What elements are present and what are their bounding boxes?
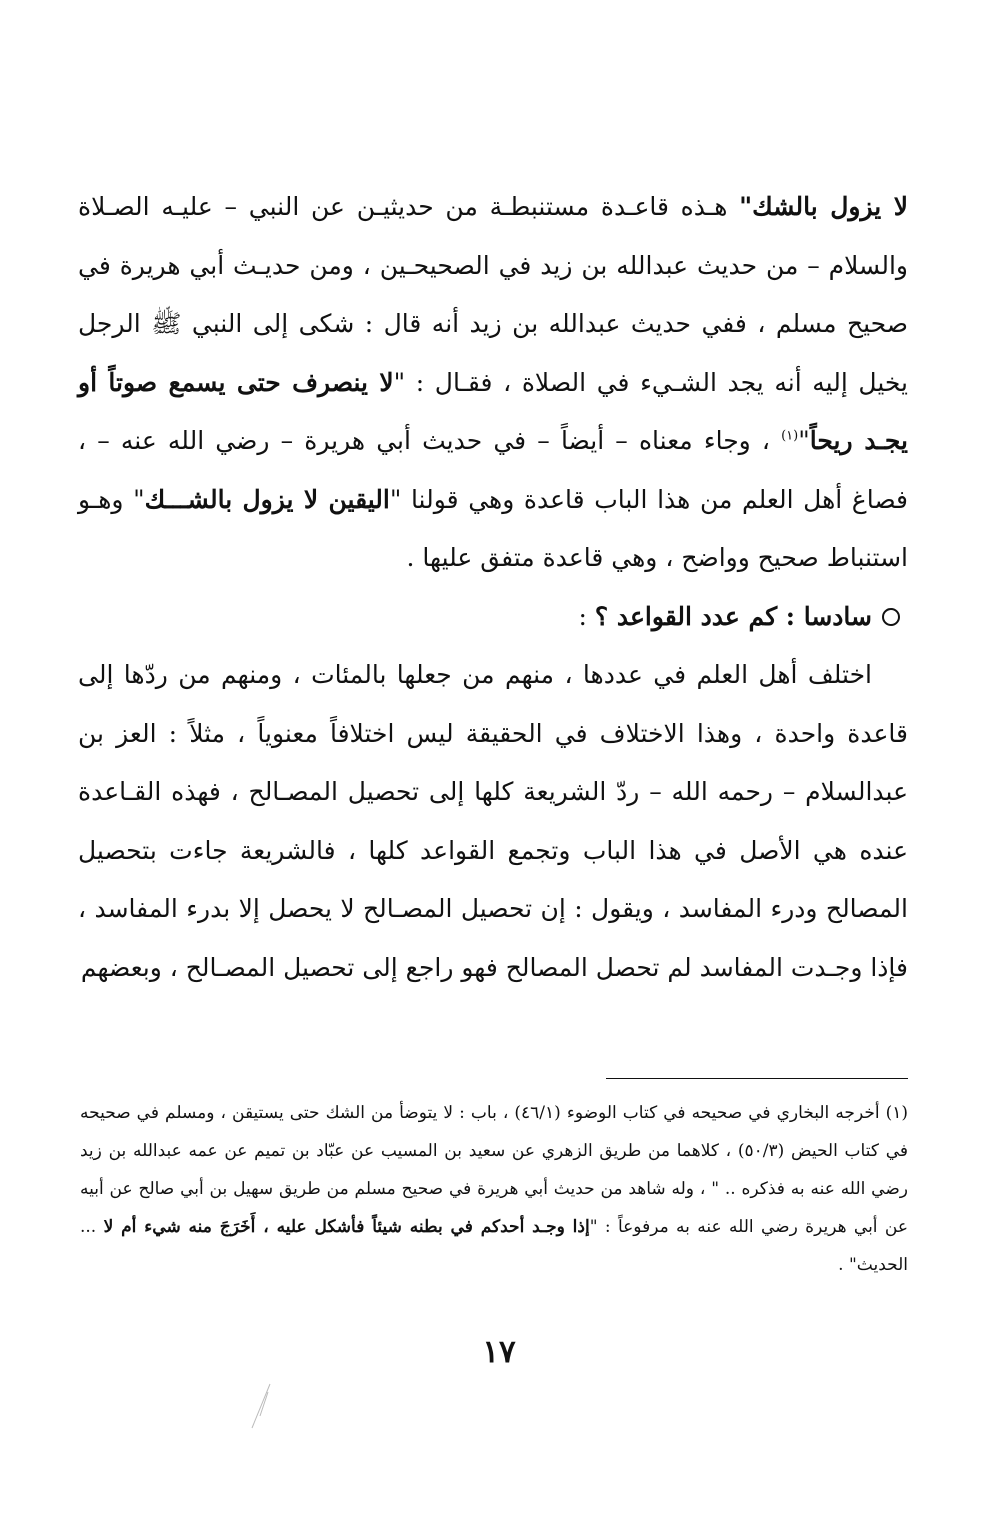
circle-bullet-icon bbox=[882, 608, 900, 626]
footnote-1: (١) أخرجه البخاري في صحيحه في كتاب الوضوء (٤٦/١) ، باب : لا يتوضأ من الشك حتى يستيقن ، ومسلم في صحيحه في كتاب الحيض (٥٠/٣) ، كلاهما من طريق الزهري عن سعيد بن المسيب عن عبّاد بن تميم عن عمه عبدالله بن زيد رضي الله عنه به فذكره .. " ، وله شاهد من حديث أبي هريرة في صحيح مسلم من طريق سهيل بن أبي صالح عن أبيه عن أبي هريرة رضي الله عنه به مرفوعاً : "إذا وجـد أحدكم في بطنه شيئاً فأشكل عليه ، أَخَرَجَ منه شيء أم لا ... الحديث" . bbox=[80, 1103, 909, 1275]
section-heading: سادسا : كم عدد القواعد ؟ : bbox=[78, 588, 908, 647]
footnote-quote: إذا وجـد أحدكم في بطنه شيئاً فأشكل عليه ، أَخَرَجَ منه شيء أم لا bbox=[103, 1217, 590, 1237]
paragraph-2: اختلف أهل العلم في عددها ، منهم من جعلها بالمئات ، ومنهم من ردّها إلى قاعدة واحدة ، وهذا الاختلاف في الحقيقة ليس اختلافاً معنوياً ، مثلاً : العز بن عبدالسلام – رحمه الله – ردّ الشريعة كلها إلى تحصيل المصـالح ، فهذه القـاعدة عنده هي الأصل في هذا الباب وتجمع القواعد كلها ، فالشريعة جاءت بتحصيل المصالح ودرء المفاسد ، ويقول : إن تحصيل المصـالح لا يحصل إلا بدرء المفاسد ، فإذا وجـدت المفاسد لم تحصل المصالح فهو راجع إلى تحصيل المصـالح ، وبعضهم bbox=[78, 660, 908, 982]
main-text bbox=[78, 178, 908, 997]
rule-name: اليقين لا يزول بالشـــك bbox=[144, 484, 390, 514]
bold-phrase: لا يزول بالشك" bbox=[739, 192, 908, 221]
page-number: ١٧ bbox=[482, 1334, 516, 1370]
pen-stroke-mark bbox=[240, 1380, 280, 1440]
footnote bbox=[80, 1094, 908, 1284]
footnote-ref: (١) bbox=[781, 428, 799, 444]
paragraph-1: لا يزول بالشك" هـذه قاعـدة مستنبطـة من حديثيـن عن النبي – عليـه الصـلاة والسلام – من حديث عبدالله بن زيد في الصحيحـين ، ومن حديـث أبي هريرة في صحيح مسلم ، ففي حديث عبدالله بن زيد أنه قال : شكى إلى النبي ﷺ الرجل يخيل إليه أنه يجد الشـيء في الصلاة ، فقـال : "لا ينصرف حتى يسمع صوتاً أو يجـد ريحاً"$^{(١)}$ ، وجاء معناه – أيضاً – في حديث أبي هريرة – رضي الله عنه – ، فصاغ أهل العلم من هذا الباب قاعدة وهي قولنا "اليقين لا يزول بالشـــك" وهـو استنباط صحيح وواضح ، وهي قاعدة متفق عليها . bbox=[78, 192, 908, 572]
footnote-divider bbox=[606, 1078, 908, 1079]
hadith-quote: لا ينصرف حتى يسمع صوتاً أو يجـد ريحاً bbox=[78, 367, 908, 455]
